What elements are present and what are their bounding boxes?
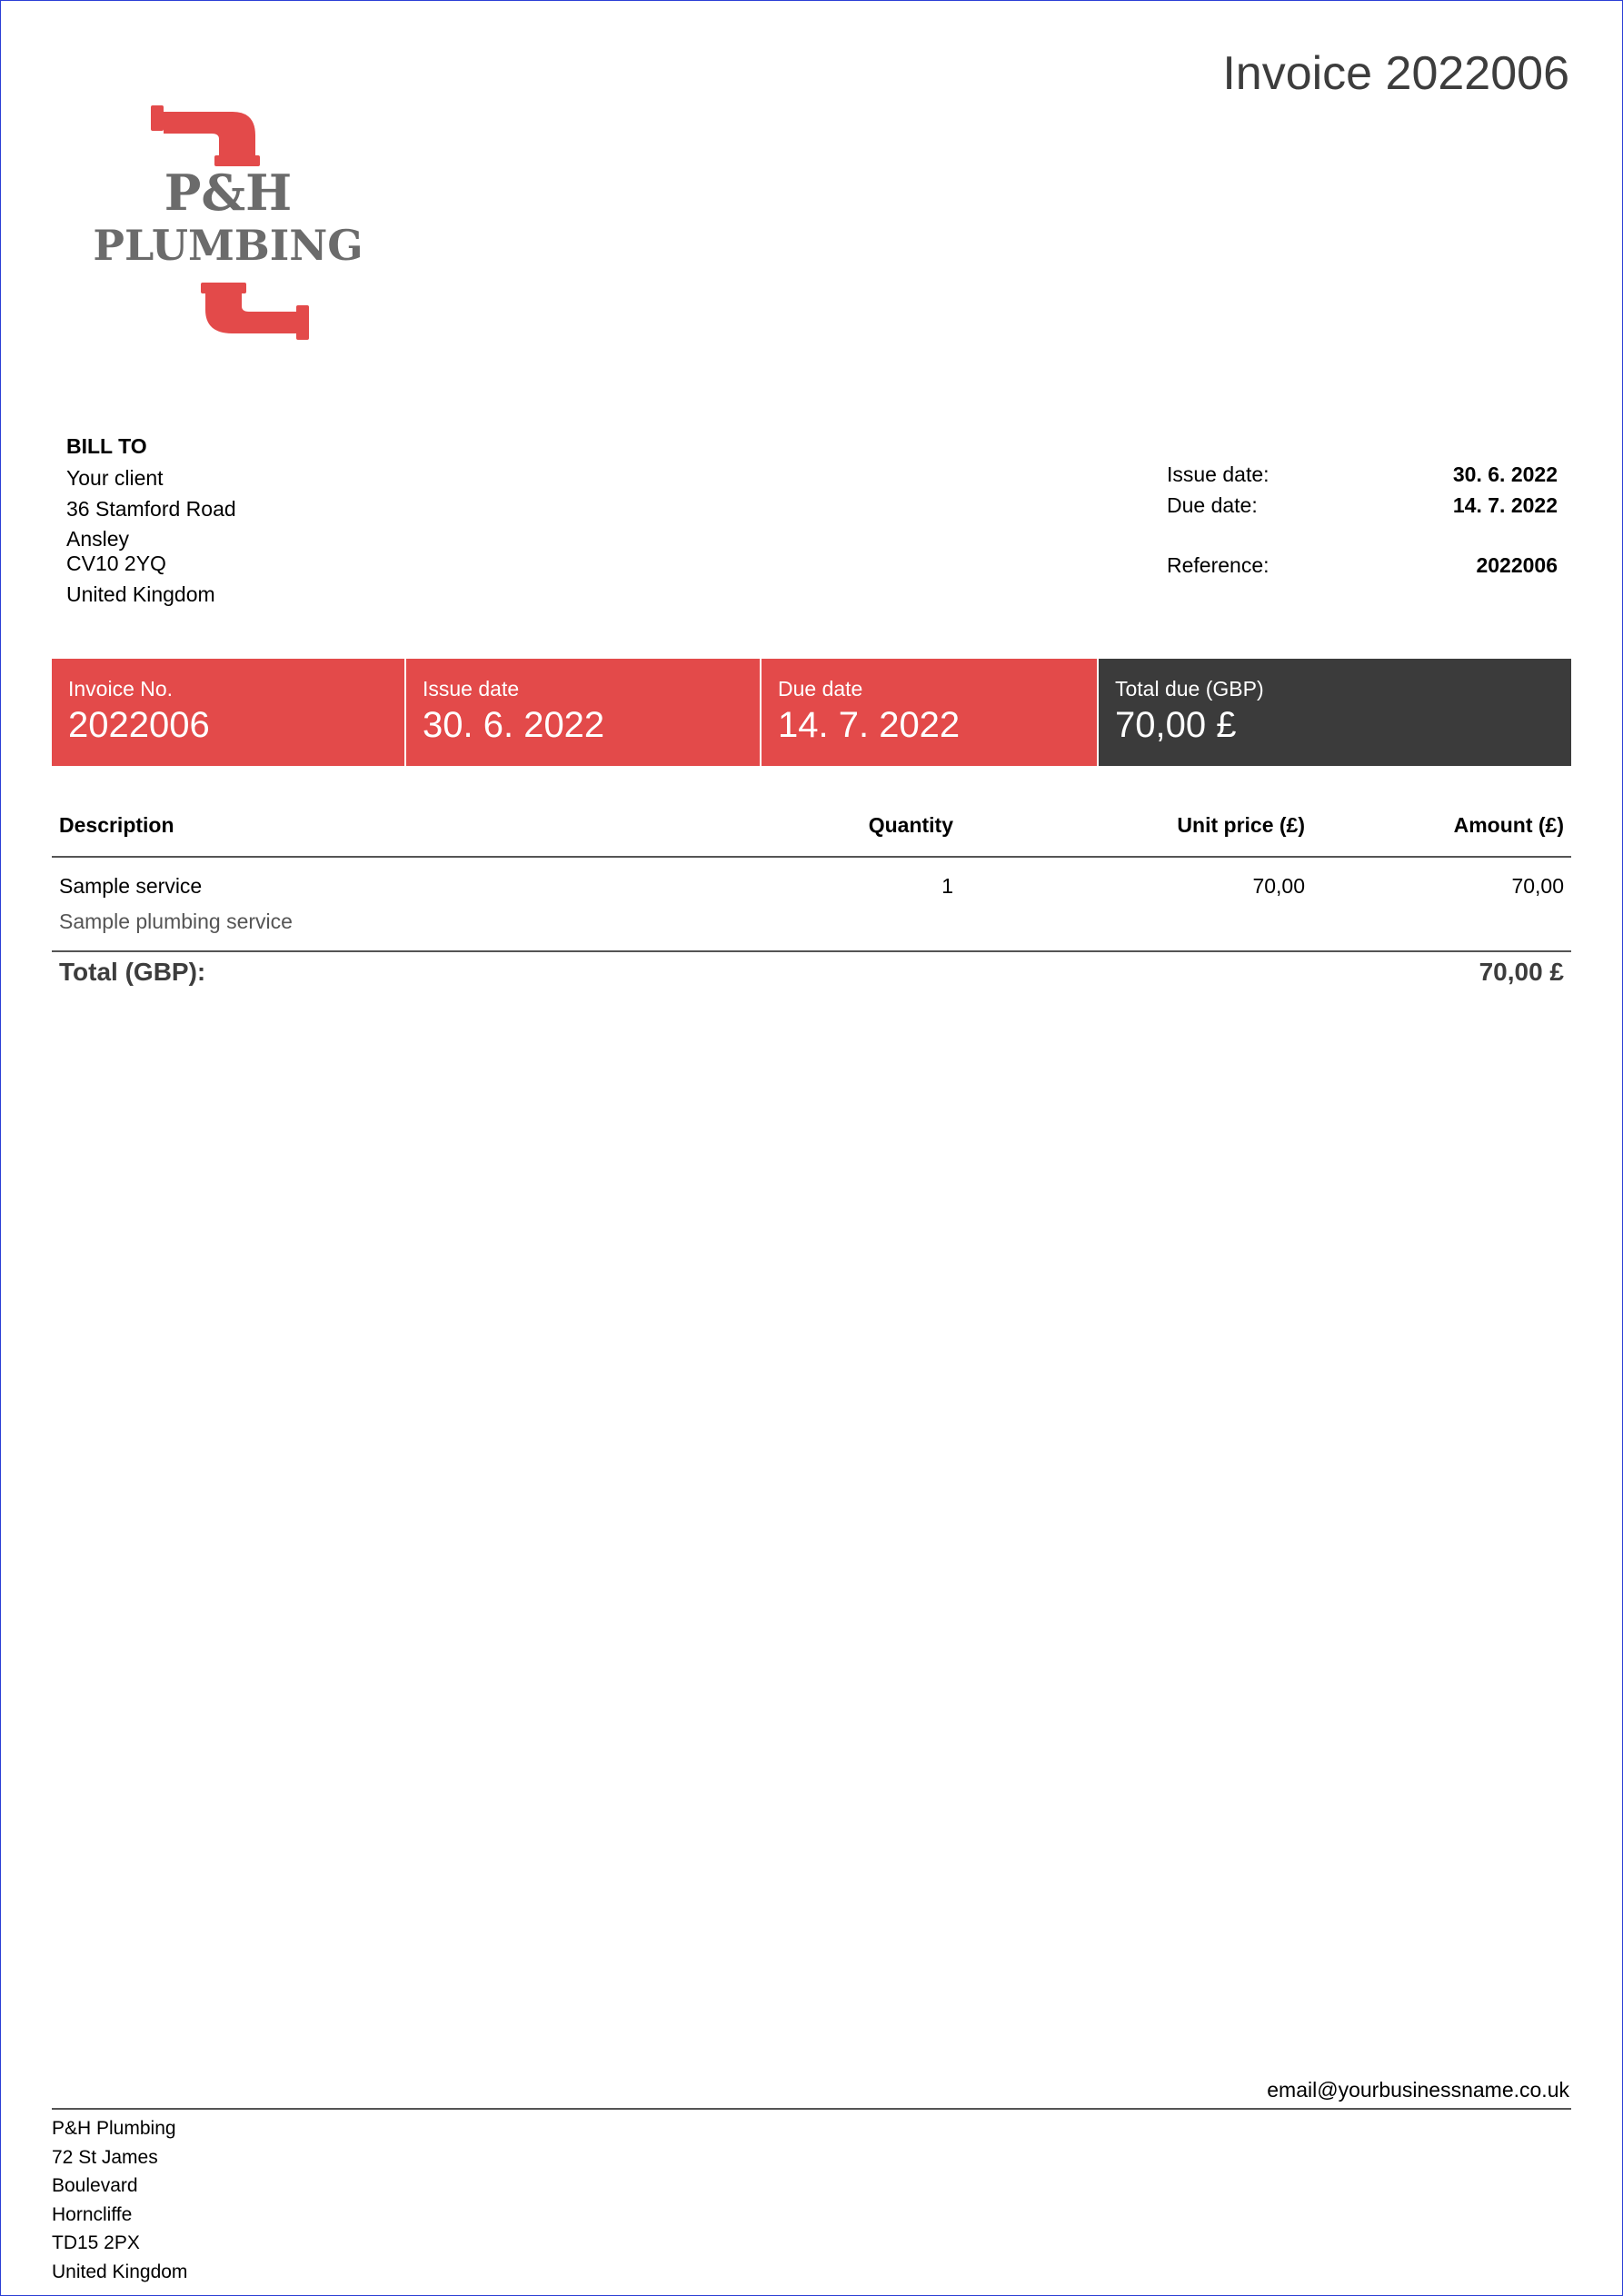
due-date-label: Due date:	[1167, 493, 1258, 517]
logo-bottom-pipe	[201, 283, 309, 340]
company-town: Horncliffe	[52, 2203, 133, 2225]
company-name: P&H Plumbing	[52, 2118, 176, 2139]
line-items-table	[52, 800, 1571, 987]
item-unit-price: 70,00	[1252, 874, 1305, 898]
invoice-number-value: 2022006	[68, 705, 210, 745]
client-postcode: CV10 2YQ	[66, 552, 166, 576]
due-date-value: 14. 7. 2022	[1452, 493, 1558, 517]
band-due-date-value: 14. 7. 2022	[778, 705, 961, 745]
total-due-label: Total due (GBP)	[1115, 677, 1264, 701]
band-due-date-label: Due date	[778, 677, 863, 701]
company-address	[52, 2114, 187, 2286]
total-due-cell	[1099, 659, 1571, 766]
invoice-title: Invoice 2022006	[1222, 47, 1569, 100]
item-quantity: 1	[941, 874, 953, 898]
issue-date-cell	[406, 659, 762, 766]
company-street-2: Boulevard	[52, 2175, 138, 2196]
band-issue-date-value: 30. 6. 2022	[423, 705, 605, 745]
reference-row	[1167, 553, 1558, 584]
company-postcode: TD15 2PX	[52, 2232, 140, 2253]
logo-text-plumbing: PLUMBING	[93, 221, 363, 270]
bill-to-block	[66, 432, 236, 610]
table-row	[52, 857, 1571, 899]
item-amount: 70,00	[1511, 874, 1564, 898]
issue-date-value: 30. 6. 2022	[1452, 462, 1558, 486]
company-street: 72 St James	[52, 2146, 158, 2168]
total-row	[52, 951, 1571, 987]
due-date-cell	[762, 659, 1099, 766]
footer-divider	[52, 2108, 1571, 2110]
due-date-row	[1167, 493, 1558, 524]
summary-band	[52, 659, 1571, 766]
item-description: Sample service	[59, 874, 203, 898]
invoice-number-label: Invoice No.	[68, 677, 174, 701]
item-note: Sample plumbing service	[52, 899, 670, 951]
bill-to-heading: BILL TO	[66, 434, 147, 458]
footer-email: email@yourbusinessname.co.uk	[1267, 2078, 1569, 2102]
table-header-row	[52, 800, 1571, 857]
quantity-header: Quantity	[670, 800, 961, 857]
issue-date-row	[1167, 462, 1558, 493]
invoice-number-cell	[52, 659, 406, 766]
band-issue-date-label: Issue date	[423, 677, 520, 701]
invoice-meta	[1167, 462, 1558, 584]
total-label: Total (GBP):	[59, 958, 206, 986]
reference-value: 2022006	[1476, 553, 1558, 577]
client-street: 36 Stamford Road	[66, 496, 236, 521]
logo-text-ph: P&H	[164, 164, 293, 222]
logo-top-pipe	[151, 105, 260, 166]
client-town: Ansley	[66, 527, 130, 552]
reference-label: Reference:	[1167, 553, 1270, 577]
issue-date-label: Issue date:	[1167, 462, 1270, 486]
total-due-value: 70,00 £	[1115, 705, 1237, 745]
unit-price-header: Unit price (£)	[961, 800, 1312, 857]
company-country: United Kingdom	[52, 2261, 188, 2282]
description-header: Description	[52, 800, 670, 857]
amount-header: Amount (£)	[1312, 800, 1571, 857]
company-logo	[74, 101, 383, 355]
client-country: United Kingdom	[66, 581, 215, 606]
item-note-row	[52, 899, 1571, 951]
total-value: 70,00 £	[1479, 958, 1564, 986]
client-name: Your client	[66, 466, 164, 491]
